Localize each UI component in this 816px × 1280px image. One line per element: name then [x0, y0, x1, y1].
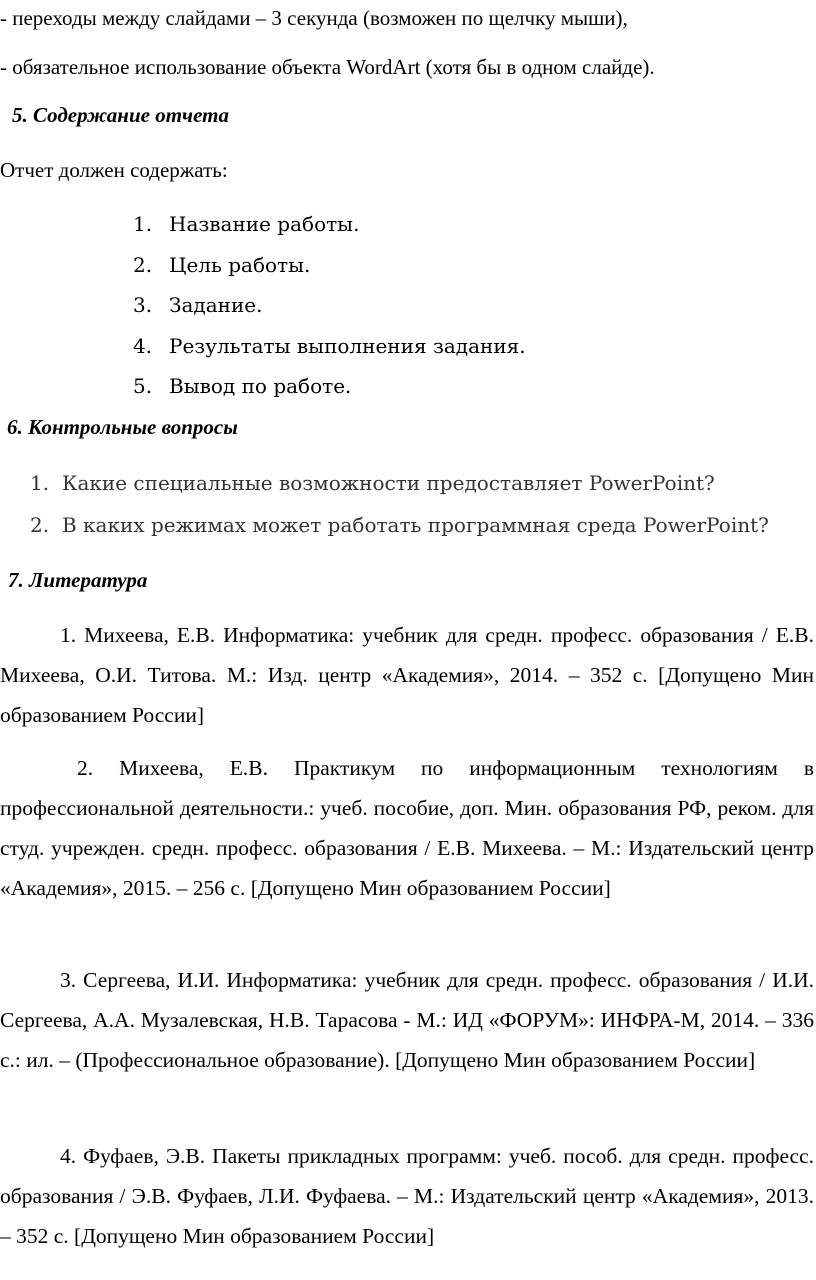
- list-item-text: Задание.: [169, 293, 263, 317]
- section-7-heading: 7. Литература: [8, 568, 148, 592]
- list-item-text: Название работы.: [169, 212, 360, 236]
- intro-line-transitions: - переходы между слайдами – 3 секунда (возможен по щелчку мыши),: [0, 6, 628, 30]
- section-5-heading: 5. Содержание отчета: [12, 103, 229, 127]
- list-item-text: В каких режимах может работать программная среда PowerPoint?: [62, 513, 769, 537]
- list-item: [133, 204, 526, 245]
- list-item-text: Результаты выполнения задания.: [169, 333, 526, 358]
- reference-item: 3. Сергеева, И.И. Информатика: учебник для средн. професс. образования / И.И. Сергеева, А.А. Музалевская, Н.В. Тарасова - М.: ИД «ФОРУМ»: ИНФРА-М, 2014. – 336 с.: ил. – (Профессиональное образование). [Допущено Мин образованием России]: [0, 968, 814, 1072]
- list-item-text: Цель работы.: [169, 252, 311, 277]
- list-item: [30, 462, 769, 504]
- list-item-text: Вывод по работе.: [169, 374, 352, 398]
- list-item-number: 2.: [30, 513, 50, 537]
- list-item: [133, 366, 526, 407]
- list-item-number: 2.: [133, 252, 153, 277]
- reference-item: 1. Михеева, Е.В. Информатика: учебник для средн. професс. образования / Е.В. Михеева, О.И. Титова. М.: Изд. центр «Академия», 2014. – 352 с. [Допущено Мин образованием России]: [0, 623, 814, 727]
- list-item-number: 5.: [133, 374, 153, 398]
- list-item-number: 4.: [133, 333, 153, 358]
- control-questions-list: [30, 462, 769, 546]
- reference-item: 2. Михеева, Е.В. Практикум по информационным технологиям в профессиональной деятельности.: учеб. пособие, доп. Мин. образования РФ, реком. для студ. учрежден. средн. професс. образования / Е.В. Михеева. – М.: Издательский центр «Академия», 2015. – 256 с. [Допущено Мин образованием России]: [0, 756, 814, 900]
- intro-line-wordart: - обязательное использование объекта WordArt (хотя бы в одном слайде).: [0, 55, 655, 79]
- report-intro: Отчет должен содержать:: [0, 158, 228, 182]
- list-item-text: Какие специальные возможности предоставляет PowerPoint?: [62, 471, 715, 495]
- list-item-number: 1.: [133, 212, 153, 236]
- list-item: [133, 326, 526, 367]
- list-item-number: 1.: [30, 471, 50, 495]
- list-item: [133, 285, 526, 326]
- list-item: [133, 245, 526, 286]
- report-contents-list: [133, 204, 526, 407]
- list-item-number: 3.: [133, 293, 153, 317]
- list-item: [30, 504, 769, 546]
- section-6-heading: 6. Контрольные вопросы: [7, 415, 238, 439]
- reference-item: 4. Фуфаев, Э.В. Пакеты прикладных программ: учеб. пособ. для средн. професс. образования / Э.В. Фуфаев, Л.И. Фуфаева. – М.: Издательский центр «Академия», 2013. – 352 с. [Допущено Мин образованием России]: [0, 1144, 814, 1248]
